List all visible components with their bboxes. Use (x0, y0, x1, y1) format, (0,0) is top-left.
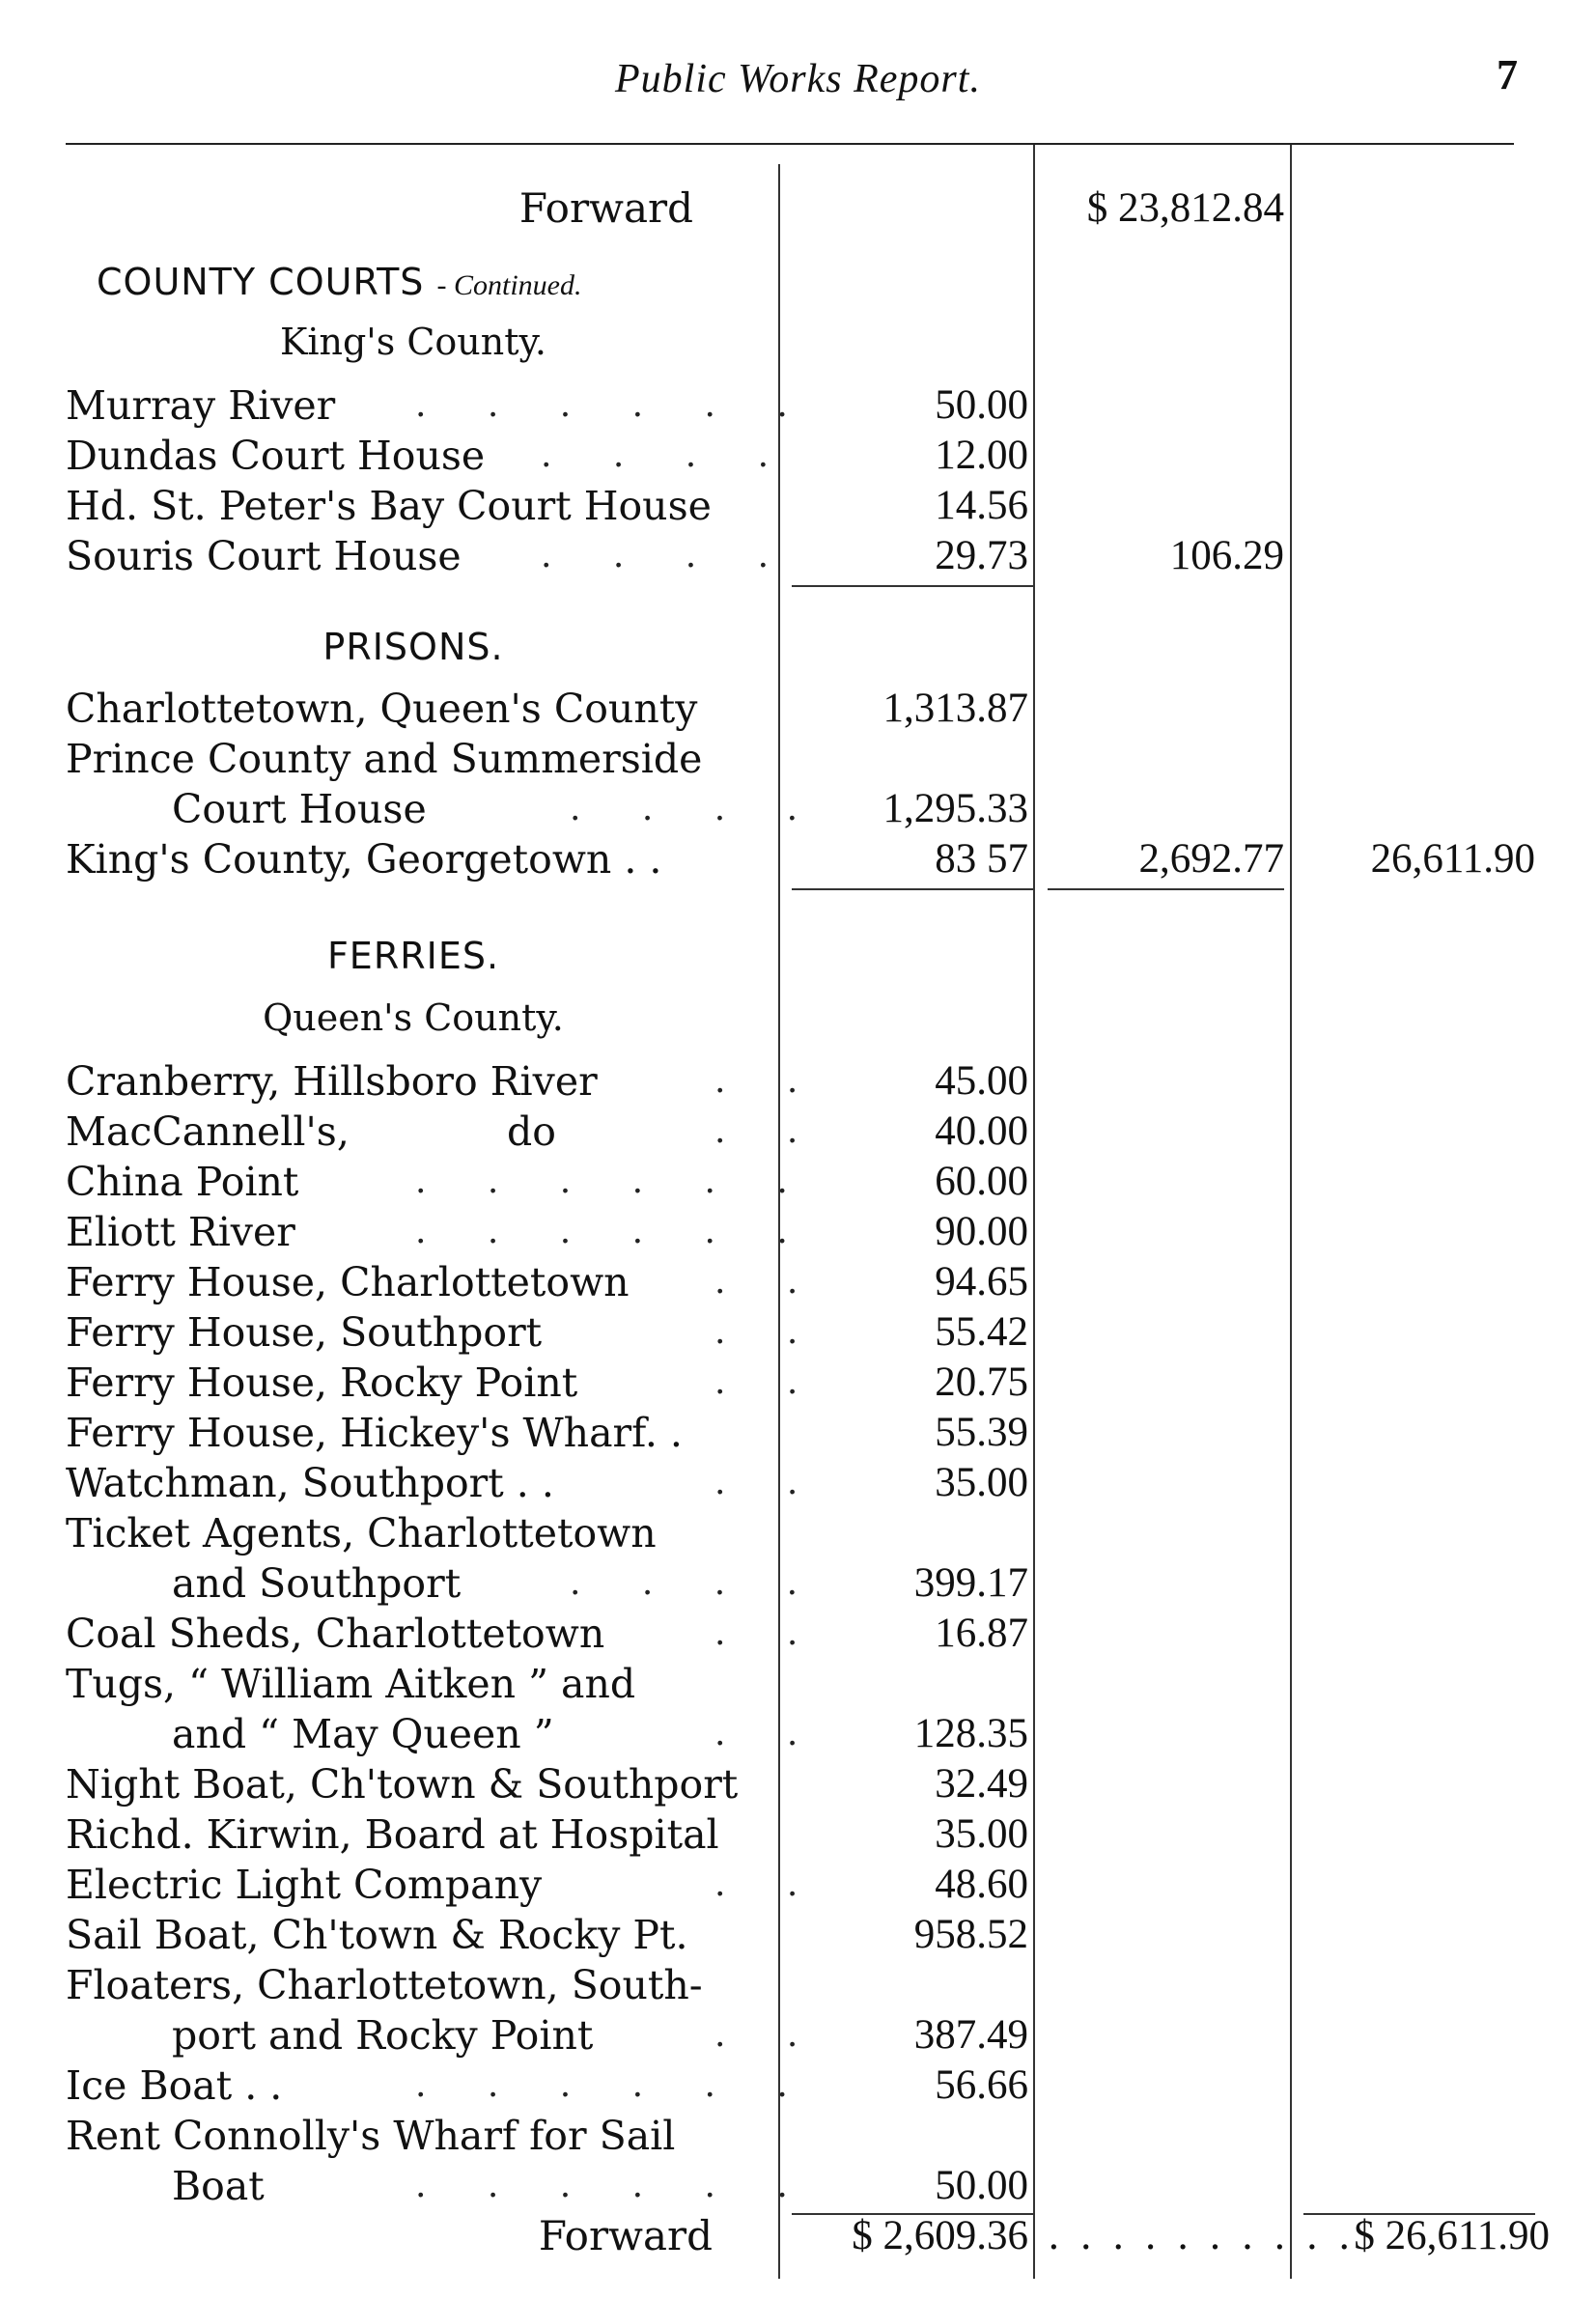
item-label: Boat (172, 2163, 265, 2209)
prisons-heading: PRISONS. (322, 626, 504, 668)
item-label: Ferry House, Rocky Point (66, 1360, 578, 1406)
item-label: China Point (66, 1159, 299, 1205)
dot-leader: . . . . . . . . . . (1048, 2214, 1355, 2258)
ledger-row (0, 684, 1596, 734)
item-amount: 35.00 (935, 1811, 1028, 1857)
item-label: Night Boat, Ch'town & Southport (66, 1761, 739, 1808)
item-label: MacCannell's, (66, 1108, 350, 1155)
leader-dots: . . (714, 1312, 824, 1352)
ledger-row (0, 2010, 1596, 2061)
item-amount: 55.39 (935, 1410, 1028, 1455)
item-label: and Southport (172, 1560, 462, 1607)
ledger-row (0, 1157, 1596, 1207)
item-label: Electric Light Company (66, 1862, 543, 1908)
leader-dots: . . . . (570, 1563, 824, 1603)
ledger-row (0, 1709, 1596, 1759)
continued-note: - Continued. (436, 269, 582, 301)
item-amount: 14.56 (935, 483, 1028, 528)
item-amount: 60.00 (935, 1159, 1028, 1204)
spacer (0, 884, 1596, 919)
kings-county-subheading: King's County. (279, 321, 547, 363)
leader-dots: . . (714, 2015, 824, 2055)
item-label: Charlottetown, Queen's County (66, 686, 698, 732)
forward-label: Forward (518, 184, 693, 232)
ledger-row (0, 1910, 1596, 1960)
item-label: Souris Court House (66, 533, 462, 579)
item-amount: 29.73 (935, 533, 1028, 578)
item-label: Ferry House, Hickey's Wharf. . (66, 1410, 683, 1456)
ledger-row (0, 1759, 1596, 1809)
ledger-row (0, 1508, 1596, 1558)
county-courts-title: COUNTY COURTS (97, 261, 425, 303)
county-courts-heading (97, 257, 582, 311)
forward-amount: $ 23,812.84 (1086, 185, 1284, 231)
ledger-row (0, 1107, 1596, 1157)
ledger-row (0, 1307, 1596, 1358)
item-label: Cranberry, Hillsboro River (66, 1058, 598, 1105)
leader-dots: . . (714, 1714, 824, 1753)
item-amount: 55.42 (935, 1309, 1028, 1355)
ledger-row (0, 1358, 1596, 1408)
item-label: King's County, Georgetown . . (66, 836, 662, 883)
spacer (0, 581, 1596, 616)
leader-dots: . . (714, 1061, 824, 1101)
ledger (0, 183, 1596, 2265)
forward-bottom-row (0, 2211, 1596, 2265)
item-label: Floaters, Charlottetown, South- (66, 1962, 703, 2008)
ditto-mark: do (507, 1108, 556, 1155)
ledger-row (0, 1609, 1596, 1659)
ledger-row (0, 1659, 1596, 1709)
running-total: 26,611.90 (1370, 836, 1535, 882)
ledger-row (0, 1809, 1596, 1860)
forward-top-row (0, 183, 1596, 245)
ledger-row (0, 734, 1596, 784)
item-amount: 128.35 (913, 1711, 1028, 1756)
item-amount: 16.87 (935, 1611, 1028, 1656)
item-label: Tugs, “ William Aitken ” and (66, 1661, 636, 1707)
ledger-row (0, 380, 1596, 431)
item-label: Eliott River (66, 1209, 295, 1255)
county-courts-subtotal: 106.29 (1169, 533, 1284, 578)
item-label: Watchman, Southport . . (66, 1460, 554, 1506)
ferries-heading-row (0, 919, 1596, 987)
item-amount: 50.00 (935, 2163, 1028, 2208)
ledger-row (0, 1207, 1596, 1257)
item-label: Ferry House, Southport (66, 1309, 543, 1356)
leader-dots: . . . . . . (415, 2065, 813, 2105)
item-label: Ice Boat . . (66, 2062, 283, 2109)
leader-dots: . . . . . . (415, 2166, 813, 2205)
prisons-subtotal: 2,692.77 (1138, 836, 1284, 882)
item-amount: 90.00 (935, 1209, 1028, 1254)
item-label: Richd. Kirwin, Board at Hospital (66, 1811, 719, 1858)
forward-label: Forward (538, 2212, 713, 2259)
leader-dots: . . . . (541, 536, 795, 575)
leader-dots: . . (714, 1262, 824, 1302)
ledger-row (0, 1056, 1596, 1107)
leader-dots: . . . . . . (415, 1212, 813, 1251)
item-amount: 94.65 (935, 1259, 1028, 1304)
item-label: Murray River (66, 382, 336, 429)
forward-amount-col3: $ 26,611.90 (1354, 2213, 1550, 2258)
leader-dots: . . (714, 1362, 824, 1402)
ledger-row (0, 431, 1596, 481)
item-label: and “ May Queen ” (172, 1711, 554, 1757)
forward-amount-col1: $ 2,609.36 (852, 2213, 1028, 2258)
ledger-row (0, 1408, 1596, 1458)
queens-county-subheading-row (0, 987, 1596, 1056)
item-label: Dundas Court House (66, 433, 486, 479)
leader-dots: . . . . (541, 435, 795, 475)
item-label: port and Rocky Point (172, 2012, 594, 2059)
item-amount: 83 57 (935, 836, 1028, 882)
running-title: Public Works Report. (615, 57, 981, 101)
ferries-heading: FERRIES. (326, 935, 500, 977)
county-courts-heading-row (0, 245, 1596, 313)
item-amount: 1,295.33 (882, 786, 1028, 831)
kings-county-subheading-row (0, 313, 1596, 380)
item-label: Rent Connolly's Wharf for Sail (66, 2113, 676, 2159)
item-label: Sail Boat, Ch'town & Rocky Pt. (66, 1912, 688, 1958)
item-amount: 1,313.87 (882, 686, 1028, 731)
ledger-row (0, 1960, 1596, 2010)
item-amount: 45.00 (935, 1058, 1028, 1104)
leader-dots: . . . . (570, 789, 824, 828)
item-amount: 32.49 (935, 1761, 1028, 1807)
leader-dots: . . (714, 1864, 824, 1904)
queens-county-subheading: Queen's County. (263, 996, 564, 1039)
prisons-heading-row (0, 616, 1596, 684)
ledger-row (0, 2111, 1596, 2161)
ledger-row (0, 531, 1596, 581)
ledger-row (0, 2161, 1596, 2211)
ledger-row (0, 1257, 1596, 1307)
leader-dots: . . (714, 1111, 824, 1151)
item-label: Ferry House, Charlottetown (66, 1259, 630, 1305)
item-label: Court House (172, 786, 427, 832)
ledger-row (0, 1558, 1596, 1609)
item-amount: 12.00 (935, 433, 1028, 478)
item-amount: 35.00 (935, 1460, 1028, 1505)
leader-dots: . . (714, 1463, 824, 1502)
item-label: Prince County and Summerside (66, 736, 703, 782)
item-amount: 50.00 (935, 382, 1028, 428)
item-amount: 387.49 (913, 2012, 1028, 2058)
leader-dots: . . . . . . (415, 385, 813, 425)
item-amount: 399.17 (913, 1560, 1028, 1606)
leader-dots: . . . . . . (415, 1162, 813, 1201)
item-amount: 56.66 (935, 2062, 1028, 2108)
page-number: 7 (1497, 51, 1518, 98)
item-amount: 20.75 (935, 1360, 1028, 1405)
ledger-row (0, 481, 1596, 531)
item-amount: 40.00 (935, 1108, 1028, 1154)
ledger-row (0, 1458, 1596, 1508)
item-label: Coal Sheds, Charlottetown (66, 1611, 605, 1657)
item-label: Ticket Agents, Charlottetown (66, 1510, 657, 1556)
leader-dots: . . (714, 1613, 824, 1653)
header-rule (66, 143, 1514, 145)
ledger-row (0, 834, 1596, 884)
item-amount: 48.60 (935, 1862, 1028, 1907)
ledger-row (0, 1860, 1596, 1910)
item-label: Hd. St. Peter's Bay Court House (66, 483, 712, 529)
item-amount: 958.52 (913, 1912, 1028, 1957)
ledger-row (0, 784, 1596, 834)
ledger-row (0, 2061, 1596, 2111)
